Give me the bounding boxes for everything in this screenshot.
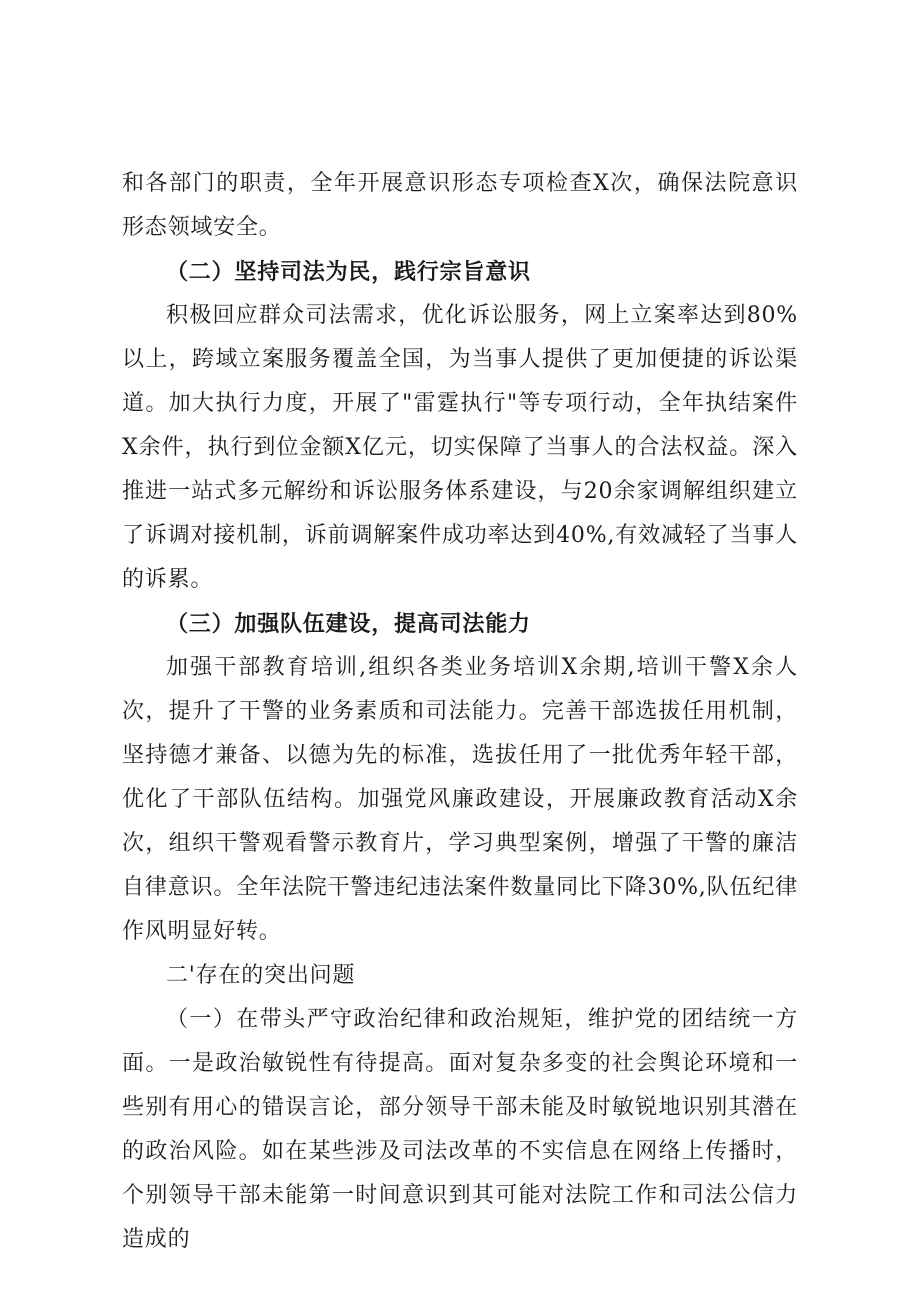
- section-heading-2: （二）坚持司法为民，践行宗旨意识: [166, 259, 531, 285]
- paragraph-2: 积极回应群众司法需求，优化诉讼服务，网上立案率达到80%以上，跨域立案服务覆盖全国，为当事人提供了更加便捷的诉讼渠道。加大执行力度，开展了"雷霆执行"等专项行动，全年执结案件X余件，执行到位金额X亿元，切实保障了当事人的合法权益。深入推进一站式多元解纷和诉讼服务体系建设，与20余家调解组织建立了诉调对接机制，诉前调解案件成功率达到40%,有效减轻了当事人的诉累。: [122, 303, 798, 592]
- paragraph-1: 和各部门的职责，全年开展意识形态专项检查X次，确保法院意识形态领域安全。: [122, 171, 798, 240]
- paragraph-4: （一）在带头严守政治纪律和政治规矩，维护党的团结统一方面。一是政治敏锐性有待提高。面对复杂多变的社会舆论环境和一些别有用心的错误言论，部分领导干部未能及时敏锐地识别其潜在的政治风险。如在某些涉及司法改革的不实信息在网络上传播时，个别领导干部未能第一时间意识到其可能对法院工作和司法公信力造成的: [122, 1007, 798, 1252]
- document-body: [122, 162, 798, 1262]
- paragraph-3: 加强干部教育培训,组织各类业务培训X余期,培训干警X余人次，提升了干警的业务素质和司法能力。完善干部选拔任用机制，坚持德才兼备、以德为先的标准，选拔任用了一批优秀年轻干部，优化了干部队伍结构。加强党风廉政建设，开展廉政教育活动X余次，组织干警观看警示教育片，学习典型案例，增强了干警的廉洁自律意识。全年法院干警违纪违法案件数量同比下降30%,队伍纪律作风明显好转。: [122, 655, 798, 944]
- section-heading-3: （三）加强队伍建设，提高司法能力: [166, 611, 531, 637]
- chapter-heading-problems: 二'存在的突出问题: [166, 963, 356, 988]
